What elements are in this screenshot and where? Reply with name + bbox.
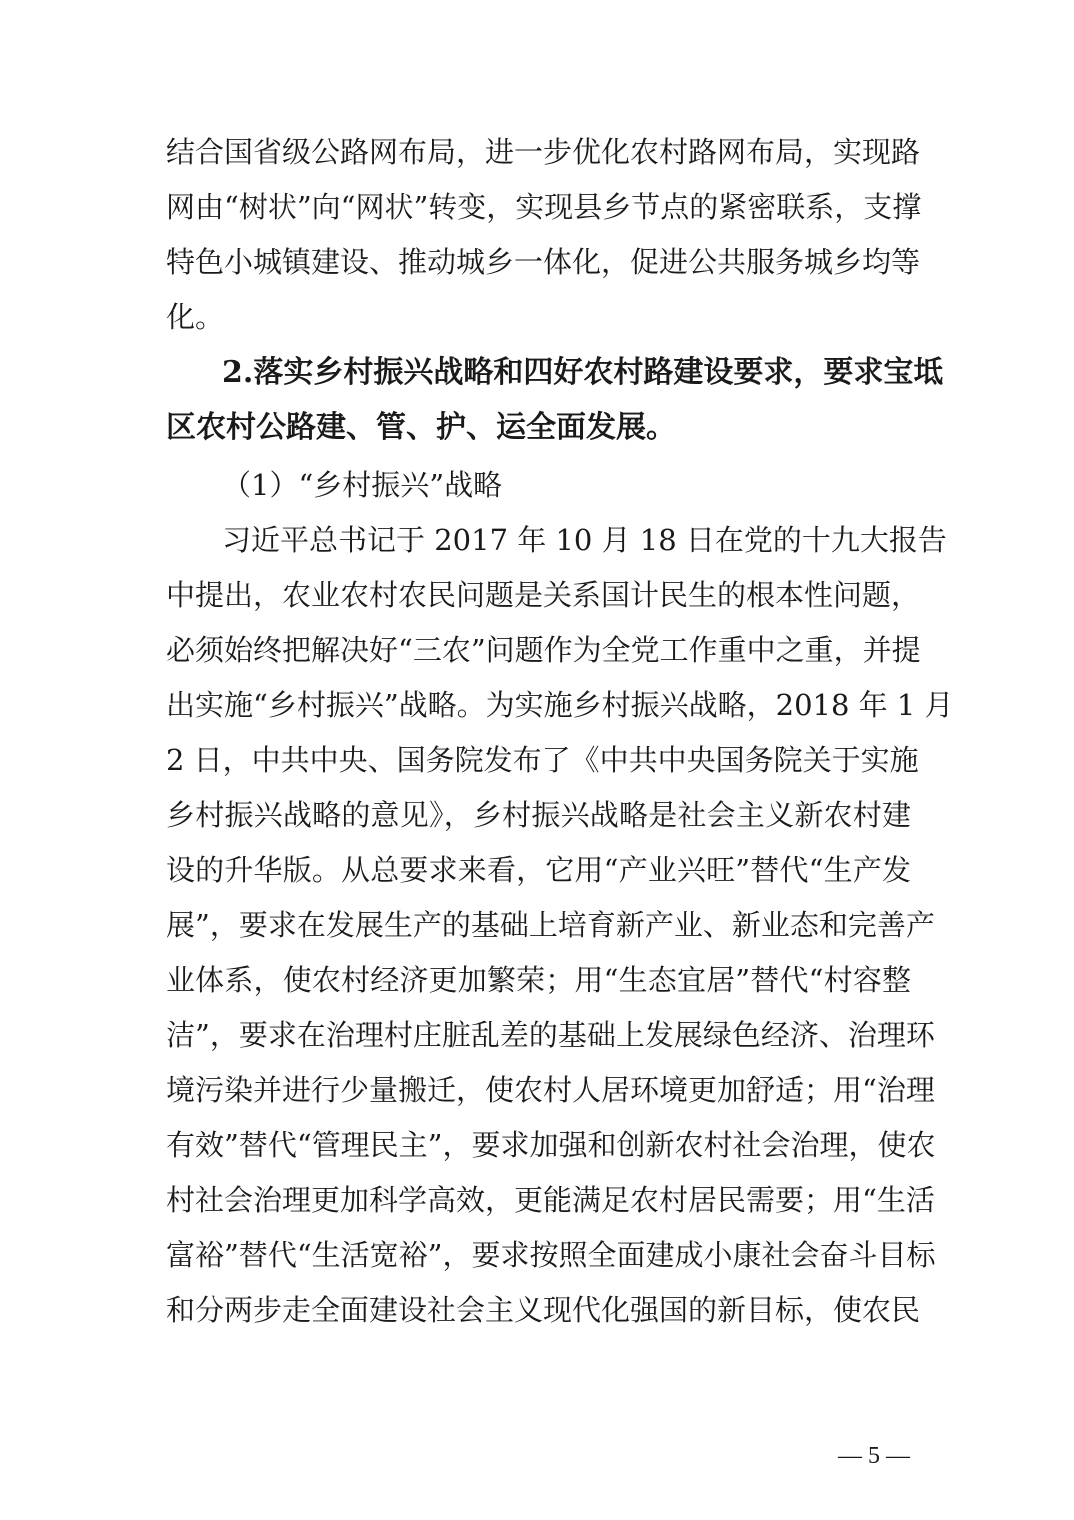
paragraph-line: 出实施“乡村振兴”战略。为实施乡村振兴战略，2018 年 1 月 xyxy=(166,688,954,722)
paragraph-line: 2 日，中共中央、国务院发布了《中共中央国务院关于实施 xyxy=(166,743,919,777)
paragraph-line: 设的升华版。从总要求来看，它用“产业兴旺”替代“生产发 xyxy=(166,853,911,887)
section-heading-line: 2.落实乡村振兴战略和四好农村路建设要求，要求宝坻 xyxy=(222,355,944,390)
section-heading-line: 区农村公路建、管、护、运全面发展。 xyxy=(166,410,676,445)
subsection-heading: （1）“乡村振兴”战略 xyxy=(222,468,503,502)
paragraph-line: 有效”替代“管理民主”，要求加强和创新农村社会治理，使农 xyxy=(166,1128,936,1162)
paragraph-line: 富裕”替代“生活宽裕”，要求按照全面建成小康社会奋斗目标 xyxy=(166,1238,936,1272)
paragraph-line: 化。 xyxy=(166,300,225,334)
paragraph-line: 中提出，农业农村农民问题是关系国计民生的根本性问题， xyxy=(166,578,921,612)
paragraph-line: 特色小城镇建设、推动城乡一体化，促进公共服务城乡均等 xyxy=(166,245,921,279)
paragraph-line: 网由“树状”向“网状”转变，实现县乡节点的紧密联系，支撑 xyxy=(166,190,922,224)
paragraph-line: 乡村振兴战略的意见》，乡村振兴战略是社会主义新农村建 xyxy=(166,798,911,832)
paragraph-line: 习近平总书记于 2017 年 10 月 18 日在党的十九大报告 xyxy=(222,523,947,557)
page-number: — 5 — xyxy=(838,1443,910,1469)
paragraph-line: 结合国省级公路网布局，进一步优化农村路网布局，实现路 xyxy=(166,135,921,169)
paragraph-line: 村社会治理更加科学高效，更能满足农村居民需要；用“生活 xyxy=(166,1183,935,1217)
paragraph-line: 必须始终把解决好“三农”问题作为全党工作重中之重，并提 xyxy=(166,633,921,667)
paragraph-line: 业体系，使农村经济更加繁荣；用“生态宜居”替代“村容整 xyxy=(166,963,911,997)
paragraph-line: 展”，要求在发展生产的基础上培育新产业、新业态和完善产 xyxy=(166,908,935,942)
paragraph-line: 和分两步走全面建设社会主义现代化强国的新目标，使农民 xyxy=(166,1293,921,1327)
paragraph-line: 洁”，要求在治理村庄脏乱差的基础上发展绿色经济、治理环 xyxy=(166,1018,935,1052)
paragraph-line: 境污染并进行少量搬迁，使农村人居环境更加舒适；用“治理 xyxy=(166,1073,935,1107)
